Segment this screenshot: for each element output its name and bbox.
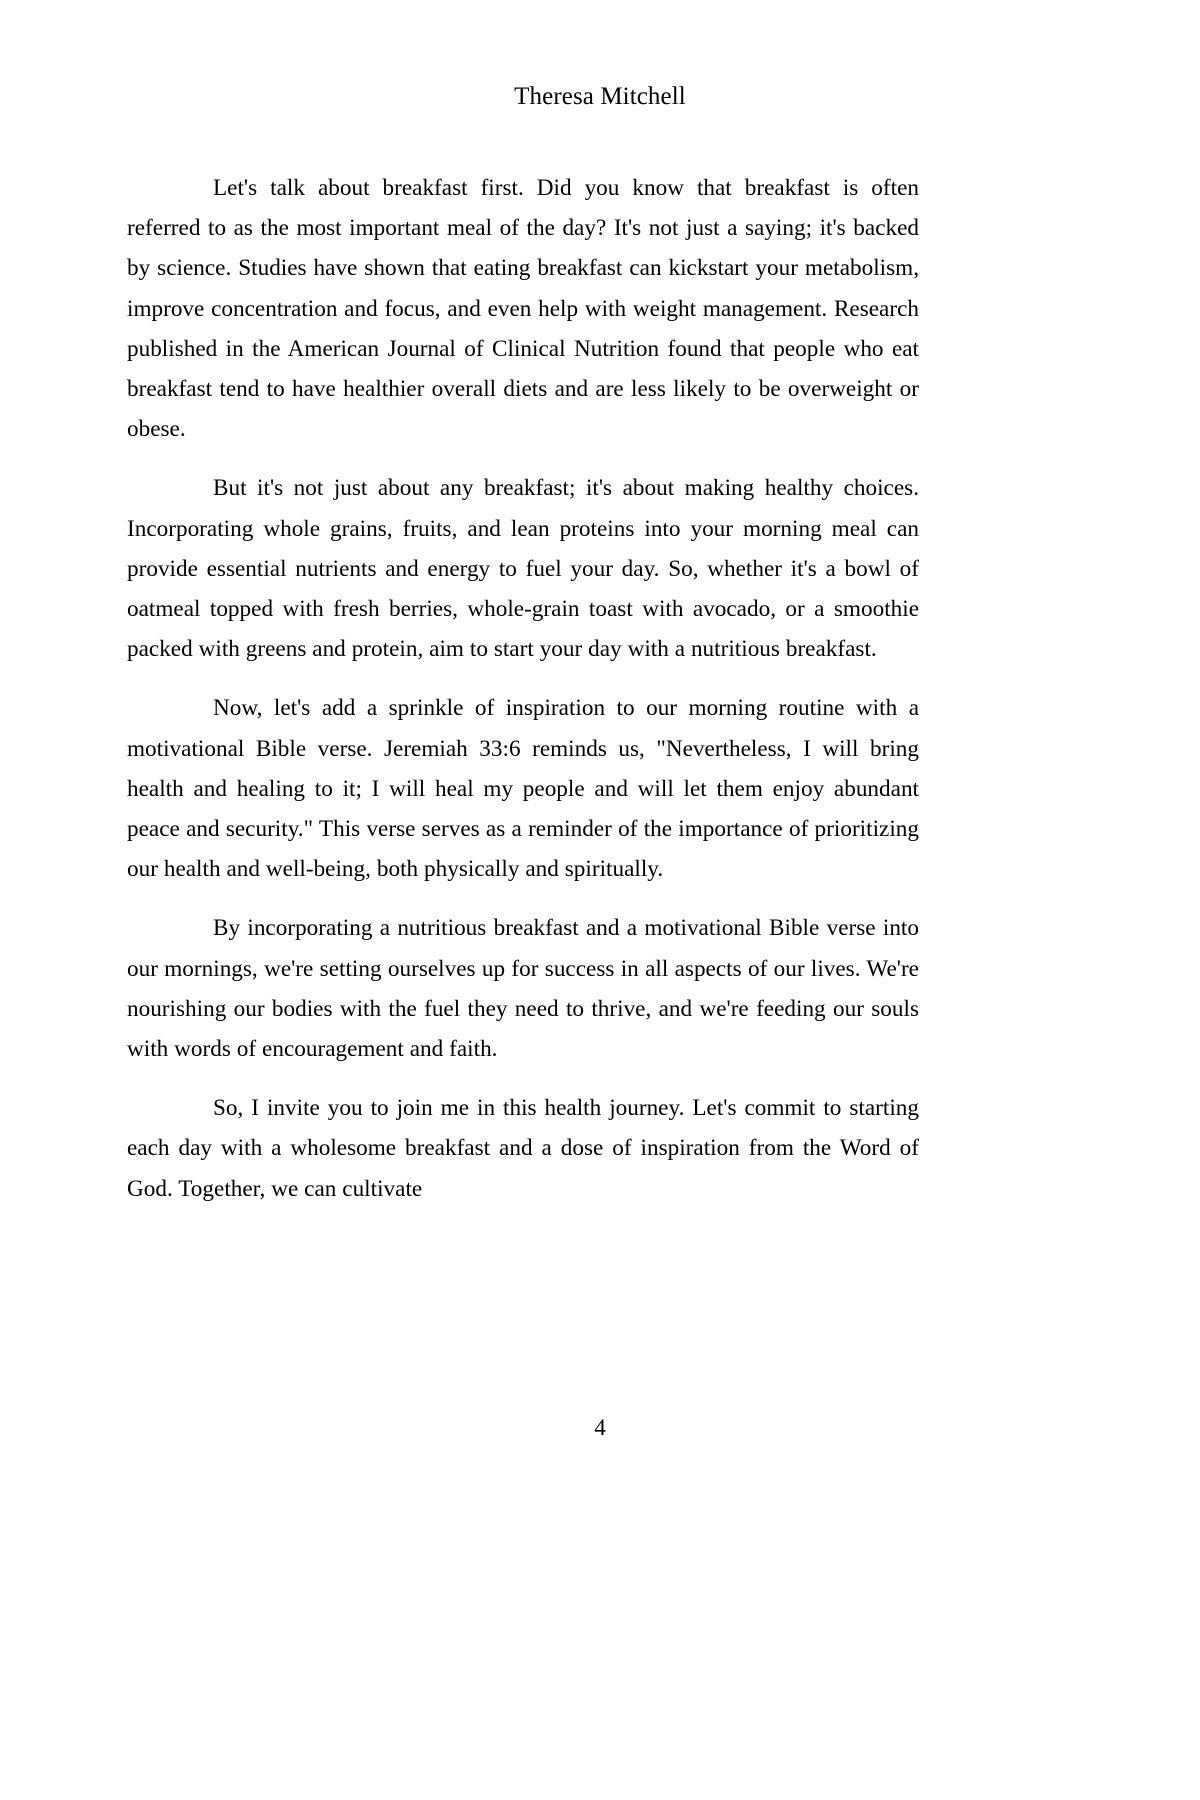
paragraph-healthy-choices: But it's not just about any breakfast; it's about making healthy choices. Incorporating whole grains, fruits, and lean proteins into your morning meal can provide essential nutrients and energy to fuel your day. So, whether it's a bowl of oatmeal topped with fresh berries, whole-grain toast with avocado, or a smoothie packed with greens and protein, aim to start your day with a nutritious breakfast.	[127, 475, 919, 663]
paragraph-invitation: So, I invite you to join me in this health journey. Let's commit to starting each day with a wholesome breakfast and a dose of inspiration from the Word of God. Together, we can cultivate	[127, 1095, 919, 1202]
paragraph-bible-verse: Now, let's add a sprinkle of inspiration to our morning routine with a motivational Bible verse. Jeremiah 33:6 reminds us, "Nevertheless, I will bring health and healing to it; I will heal my people and will let them enjoy abundant peace and security." This verse serves as a reminder of the importance of prioritizing our health and well-being, both physically and spiritually.	[127, 695, 919, 883]
page-number: 4	[594, 1415, 606, 1441]
page-header-author-name: Theresa Mitchell	[514, 83, 686, 110]
page-body-text	[127, 168, 919, 1209]
paragraph-breakfast-science: Let's talk about breakfast first. Did you know that breakfast is often referred to as the most important meal of the day? It's not just a saying; it's backed by science. Studies have shown that eating breakfast can kickstart your metabolism, improve concentration and focus, and even help with weight management. Research published in the American Journal of Clinical Nutrition found that people who eat breakfast tend to have healthier overall diets and are less likely to be overweight or obese.	[127, 175, 919, 443]
paragraph-setting-up-success: By incorporating a nutritious breakfast and a motivational Bible verse into our mornings, we're setting ourselves up for success in all aspects of our lives. We're nourishing our bodies with the fuel they need to thrive, and we're feeding our souls with words of encouragement and faith.	[127, 915, 919, 1063]
